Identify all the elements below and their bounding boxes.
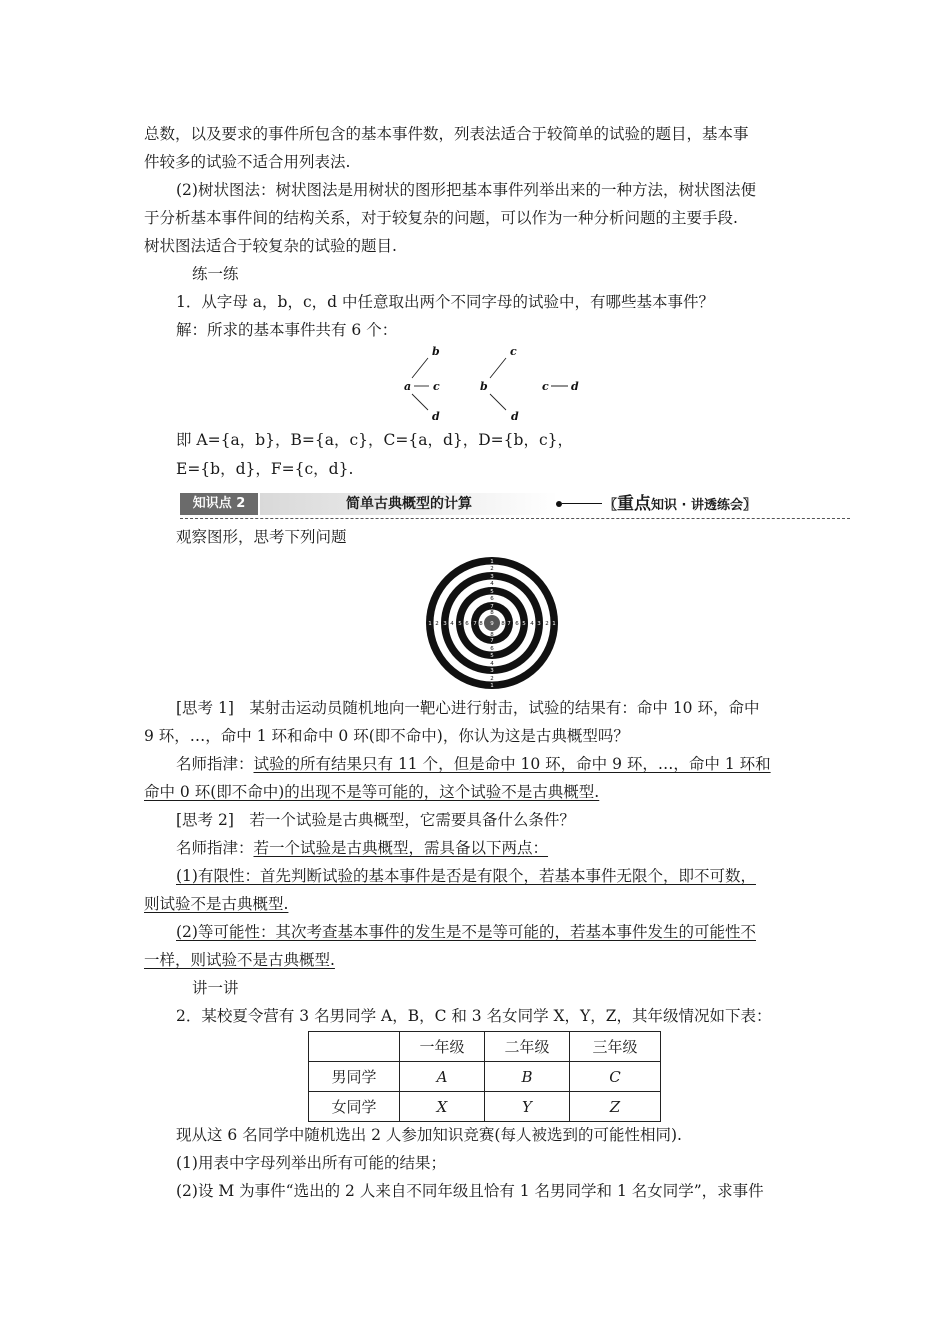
tree-diagram [398,342,598,424]
ring-label: 1 [552,621,556,627]
banner-rule [562,503,602,504]
tree-edge [490,358,506,378]
condition-finiteness-cont: 则试验不是古典概型. [144,895,289,913]
question-2: 2．某校夏令营有 3 名男同学 A，B，C 和 3 名女同学 X，Y，Z，其年级情况如下表： [176,1007,772,1025]
tree-edge [412,394,428,410]
ring-label: 2 [435,621,439,627]
ring-label: 3 [537,621,541,627]
tree-edge [490,394,506,410]
think-1: [思考 1] 某射击运动员随机地向一靶心进行射击，试验的结果有：命中 10 环，命中 [176,699,760,717]
table-cell: A [400,1062,485,1092]
ring-label: 6 [490,596,494,602]
ring-label: 8 [479,621,483,627]
ring-label: 6 [490,646,494,652]
ring-label: 1 [490,559,494,565]
table-cell: Z [570,1092,661,1122]
table-header-cell: 一年级 [400,1032,485,1062]
tree-node-c: c [542,380,549,393]
ring-label: 5 [490,653,494,659]
observe-prompt: 观察图形，思考下列问题 [176,528,347,546]
tree-node-b: b [480,380,488,393]
ring-label: 5 [490,589,494,595]
ring-label: 4 [450,621,454,627]
ring-label: 2 [490,676,494,682]
bullet-dot [556,501,562,507]
table-row [309,1062,661,1092]
question-2-part-1: (1)用表中字母列举出所有可能的结果； [176,1154,446,1172]
ring-label: 8 [501,621,505,627]
table-row [309,1092,661,1122]
ring-label: 1 [428,621,432,627]
table-cell: X [400,1092,485,1122]
ring-label: 3 [490,668,494,674]
table-header-row [309,1032,661,1062]
table-cell: 男同学 [309,1062,400,1092]
ring-label: 7 [507,621,511,627]
ring-label: 6 [465,621,469,627]
think-2: [思考 2] 若一个试验是古典概型，它需要具备什么条件？ [176,811,575,829]
ring-label: 9 [490,621,494,627]
section-banner [180,490,850,520]
ring-label: 8 [490,632,494,638]
hint-1: 名师指津：试验的所有结果只有 11 个，但是命中 10 环，命中 9 环，…，命中 1 环和 [176,755,771,773]
tree-node-d: d [511,410,519,423]
table-header-cell: 三年级 [570,1032,661,1062]
paragraph-line: 树状图法适合于较复杂的试验的题目. [144,237,397,255]
table-cell: Y [485,1092,570,1122]
think-1-cont: 9 环，…，命中 1 环和命中 0 环(即不命中)，你认为这是古典概型吗？ [144,727,629,745]
ring-label: 3 [490,574,494,580]
condition-equal-likelihood-cont: 一样，则试验不是古典概型. [144,951,335,969]
paragraph-line: 总数，以及要求的事件所包含的基本事件数，列表法适合于较简单的试验的题目，基本事 [144,125,749,143]
grade-table [308,1031,661,1122]
hint-2: 名师指津：若一个试验是古典概型，需具备以下两点： [176,839,549,857]
table-cell: 女同学 [309,1092,400,1122]
lecture-heading: 讲一讲 [192,979,239,997]
ring-label: 4 [490,581,494,587]
ring-label: 4 [490,661,494,667]
condition-finiteness: (1)有限性：首先判断试验的基本事件是否是有限个，若基本事件无限个，即不可数， [176,867,756,885]
ring-label: 8 [490,610,494,616]
dashed-divider [180,518,850,519]
ring-label: 5 [522,621,526,627]
tree-node-d: d [571,380,579,393]
question-2-part-2: (2)设 M 为事件“选出的 2 人来自不同年级且恰有 1 名男同学和 1 名女同学”，求事件 [176,1182,764,1200]
ring-label: 2 [545,621,549,627]
section-title: 简单古典概型的计算 [346,496,472,512]
ring-label: 7 [473,621,477,627]
ring-label: 4 [530,621,534,627]
section-badge: 知识点 2 [180,493,258,515]
practice-heading: 练一练 [192,265,239,283]
tree-node-b: b [432,345,440,358]
section-tag: 〖重点知识 · 讲透练会〗 [604,494,757,514]
events-line: E={b，d}，F={c，d}. [176,460,354,478]
tree-node-d: d [432,410,440,423]
tree-node-a: a [404,380,412,393]
ring-label: 3 [443,621,447,627]
ring-label: 7 [490,604,494,610]
paragraph-line: (2)树状图法：树状图法是用树状的图形把基本事件列举出来的一种方法，树状图法便 [176,181,756,199]
ring-label: 1 [490,683,494,689]
paragraph-line: 于分析基本事件间的结构关系，对于较复杂的问题，可以作为一种分析问题的主要手段. [144,209,738,227]
tree-node-c: c [510,345,517,358]
solution-1: 解：所求的基本事件共有 6 个： [176,321,398,339]
paragraph-line: 件较多的试验不适合用列表法. [144,153,351,171]
question-1: 1．从字母 a，b，c，d 中任意取出两个不同字母的试验中，有哪些基本事件？ [176,293,714,311]
tree-node-c: c [433,380,440,393]
events-line: 即 A={a，b}，B={a，c}，C={a，d}，D={b，c}， [176,431,573,449]
ring-label: 7 [490,638,494,644]
tree-edge [412,358,428,378]
condition-equal-likelihood: (2)等可能性：其次考查基本事件的发生是不是等可能的，若基本事件发生的可能性不 [176,923,756,941]
table-cell: B [485,1062,570,1092]
shooting-target-figure [424,555,560,691]
question-2-setup: 现从这 6 名同学中随机选出 2 人参加知识竞赛(每人被选到的可能性相同). [176,1126,682,1144]
table-header-cell: 二年级 [485,1032,570,1062]
ring-label: 5 [458,621,462,627]
table-cell: C [570,1062,661,1092]
table-header-cell [309,1032,400,1062]
ring-label: 2 [490,566,494,572]
hint-1-cont: 命中 0 环(即不命中)的出现不是等可能的，这个试验不是古典概型. [144,783,600,801]
ring-label: 6 [515,621,519,627]
